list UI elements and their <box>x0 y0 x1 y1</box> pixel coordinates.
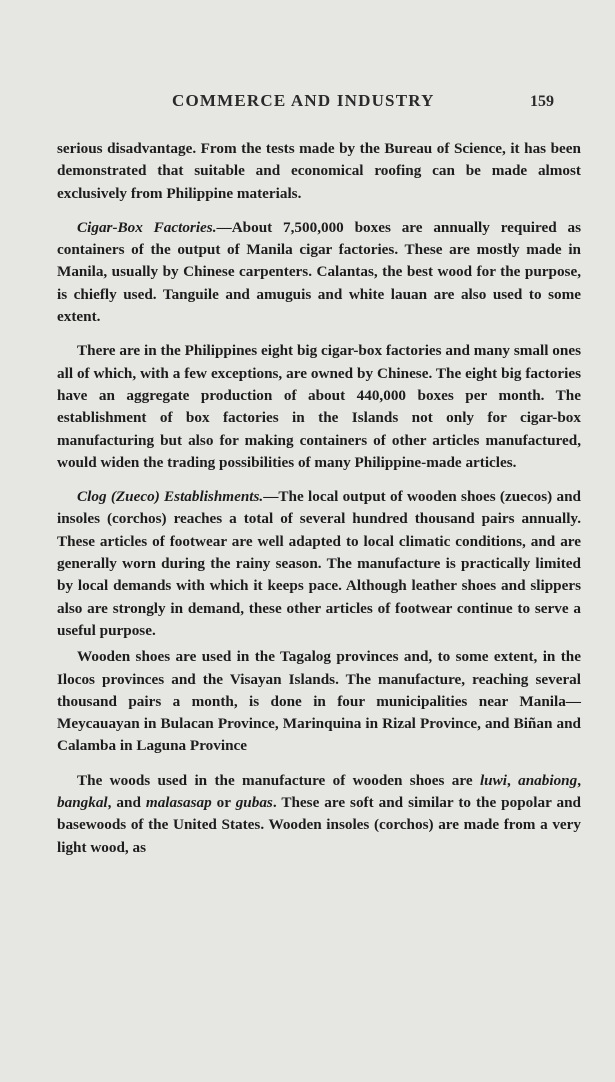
wood-name-bangkal: bangkal <box>57 794 108 812</box>
separator: , <box>577 771 582 789</box>
paragraph-roofing <box>57 138 581 205</box>
wood-name-luwi: luwi <box>479 771 507 789</box>
paragraph-text: Wooden shoes are used in the Tagalog provinces and, to some extent, in the Ilocos provinces and the Visayan Islands. The manufacture, reaching several thousand pairs a month, is done in four municipalities near Manila—Meycauayan in Bulacan Province, Marinquina in Rizal Province, and Biñan and Calamba in Laguna Province <box>57 648 581 755</box>
paragraph-box-factories <box>57 340 581 474</box>
section-heading-establishments: ) Establishments. <box>154 488 264 506</box>
page-header <box>0 91 615 115</box>
paragraph-text: —About 7,500,000 boxes are annually required as containers of the output of Manila cigar factories. These are mostly made in Manila, usually by Chinese carpenters. Calantas, the best wood for the purpose, is chiefly used. Tanguile and amuguis and white lauan are also used to some extent. <box>57 218 581 326</box>
separator: , and <box>107 794 146 812</box>
separator: or <box>211 794 236 812</box>
wood-name-anabiong: anabiong <box>518 771 578 789</box>
section-heading-zueco: Zueco <box>115 488 155 506</box>
section-heading-clog: Clog ( <box>77 488 116 506</box>
paragraph-clog <box>57 486 581 642</box>
separator: , <box>506 771 519 789</box>
paragraph-text: There are in the Philippines eight big cigar-box factories and many small ones all of which, with a few exceptions, are owned by Chinese. The eight big factories have an aggregate production of about 440,000 boxes per month. The establishment of box factories in the Islands not only for cigar-box manufacturing but also for making containers of other articles manufactured, would widen the trading possibilities of many Philippine-made articles. <box>57 342 581 471</box>
paragraph-text: serious disadvantage. From the tests made by the Bureau of Science, it has been demonstrated that suitable and economical roofing can be made almost exclusively from Philippine materials. <box>57 140 581 202</box>
paragraph-cigar-box <box>57 217 581 328</box>
paragraph-woods <box>57 770 581 859</box>
wood-name-malasasap: malasasap <box>145 794 212 812</box>
paragraph-wooden-shoes <box>57 646 581 757</box>
paragraph-text: . These are soft and similar to the popolar and basewoods of the United States. Wooden insoles (corchos) are made from a very light wood, as <box>57 794 581 856</box>
body-text <box>57 138 581 871</box>
running-title: COMMERCE AND INDUSTRY <box>172 91 435 110</box>
paragraph-text: The woods used in the manufacture of wooden shoes are <box>77 771 480 789</box>
paragraph-text: —The local output of wooden shoes (zuecos) and insoles (corchos) reaches a total of several hundred thousand pairs annually. These articles of footwear are well adapted to local climatic conditions, and are generally worn during the rainy season. The manufacture is practically limited by local demands with which it keeps pace. Although leather shoes and slippers also are strongly in demand, these other articles of footwear continue to serve a useful purpose. <box>57 488 581 639</box>
wood-name-gubas: gubas <box>235 794 273 812</box>
page-number: 159 <box>530 93 554 110</box>
section-heading-cigar-box: Cigar-Box Factories. <box>77 218 217 236</box>
